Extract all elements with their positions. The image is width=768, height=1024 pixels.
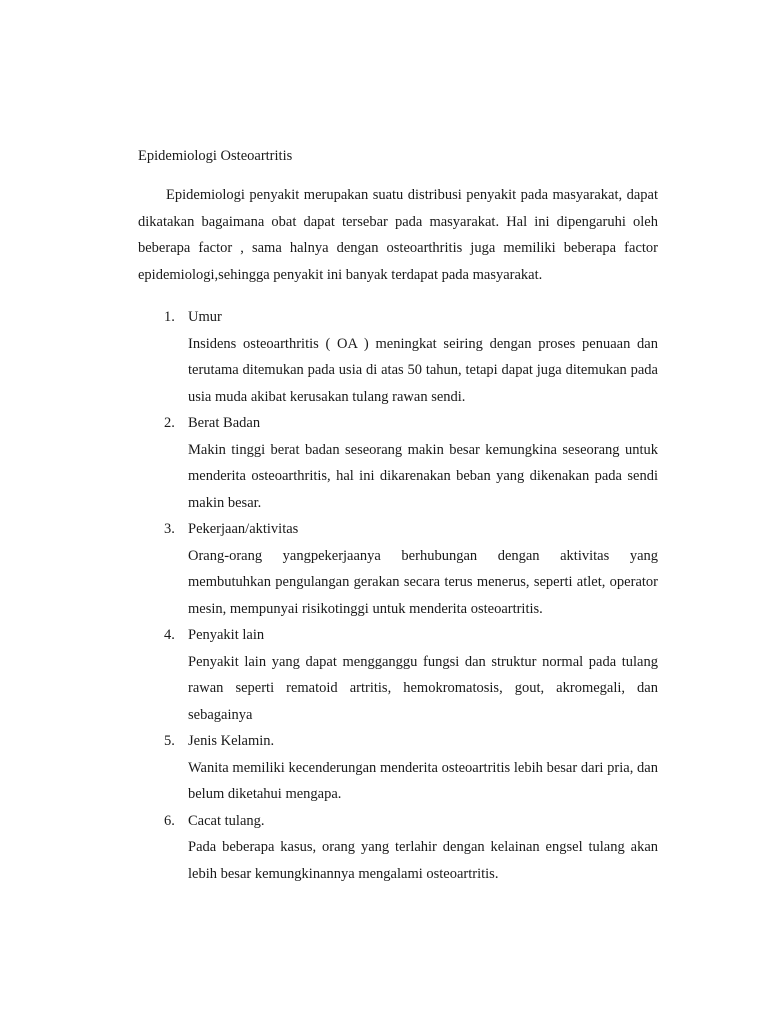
list-item — [138, 410, 658, 516]
document-title: Epidemiologi Osteoartritis — [138, 148, 293, 164]
item-description: Insidens osteoarthritis ( OA ) meningkat seiring dengan proses penuaan dan terutama ditemukan pada usia di atas 50 tahun, tetapi dapat juga ditemukan pada usia muda akibat kerusakan tulang rawan sendi. — [188, 335, 658, 405]
item-description: Wanita memiliki kecenderungan menderita osteoartritis lebih besar dari pria, dan belum diketahui mengapa. — [188, 759, 658, 802]
item-number: 3. — [164, 521, 175, 537]
list-item — [138, 622, 658, 728]
item-heading: Cacat tulang. — [188, 812, 265, 829]
item-number: 6. — [164, 812, 175, 829]
item-description: Makin tinggi berat badan seseorang makin besar kemungkina seseorang untuk menderita osteoarthritis, hal ini dikarenakan beban yang dikenakan pada sendi makin besar. — [188, 441, 658, 511]
item-number: 1. — [164, 309, 175, 325]
item-description: Pada beberapa kasus, orang yang terlahir dengan kelainan engsel tulang akan lebih besar kemungkinannya mengalami osteoartritis. — [188, 839, 658, 882]
item-heading: Pekerjaan/aktivitas — [188, 521, 299, 537]
list-item — [138, 728, 658, 808]
item-heading: Penyakit lain — [188, 627, 265, 643]
item-description: Penyakit lain yang dapat mengganggu fungsi dan struktur normal pada tulang rawan seperti rematoid artritis, hemokromatosis, gout, akromegali, dan sebagainya — [188, 653, 658, 723]
list-item — [138, 808, 658, 888]
intro-paragraph: Epidemiologi penyakit merupakan suatu distribusi penyakit pada masyarakat, dapat dikatakan bagaimana obat dapat tersebar pada masyarakat. Hal ini dipengaruhi oleh beberapa factor , sama halnya dengan osteoarthritis juga memiliki beberapa factor epidemiologi,sehingga penyakit ini banyak terdapat pada masyarakat. — [138, 187, 658, 283]
list-item — [138, 516, 658, 622]
factor-list — [138, 304, 658, 887]
item-number: 5. — [164, 733, 175, 749]
item-number: 2. — [164, 415, 175, 431]
item-heading: Berat Badan — [188, 415, 261, 431]
item-number: 4. — [164, 627, 175, 643]
item-description: Orang-orang yangpekerjaanya berhubungan dengan aktivitas yang membutuhkan pengulangan gerakan secara terus menerus, seperti atlet, operator mesin, mempunyai risikotinggi untuk menderita osteoartritis. — [188, 547, 658, 617]
item-heading: Jenis Kelamin. — [188, 733, 275, 749]
item-heading: Umur — [188, 309, 222, 325]
list-item — [138, 304, 658, 410]
